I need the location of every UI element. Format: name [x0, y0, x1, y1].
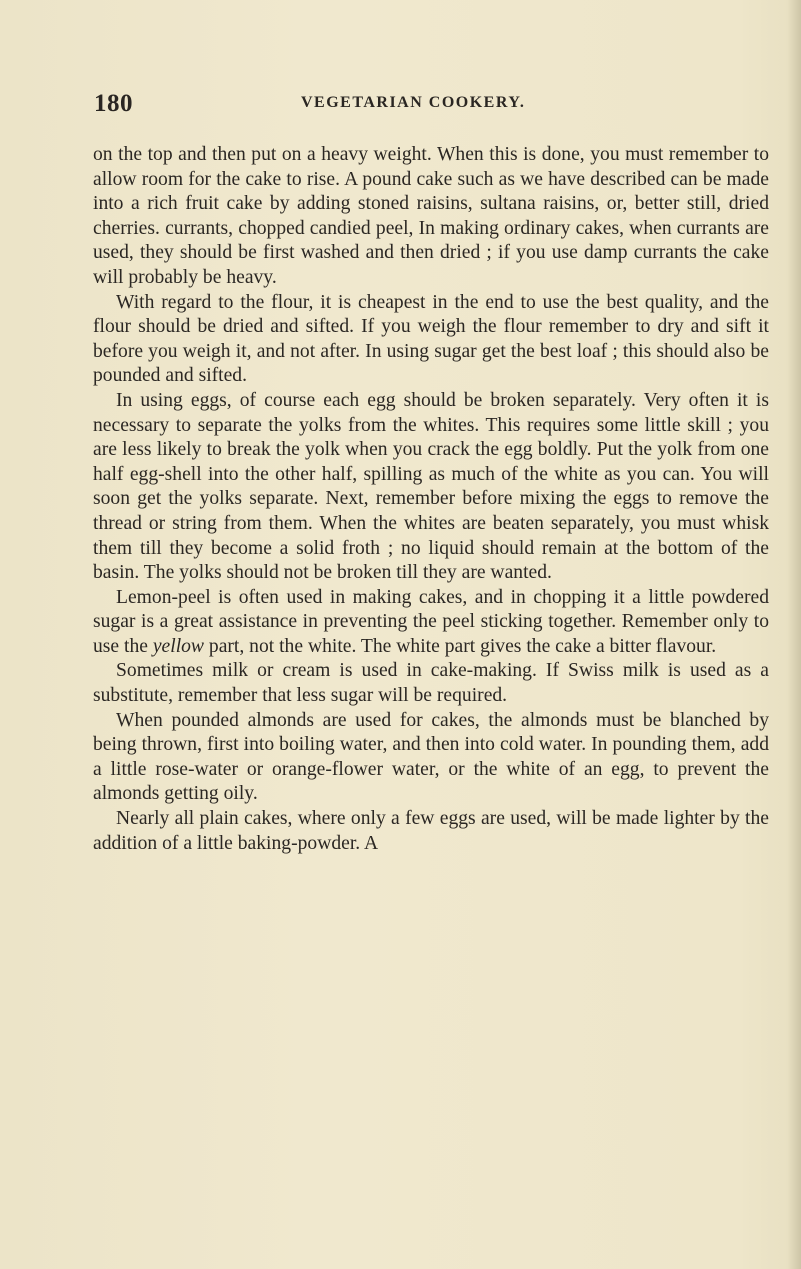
page-edge-shadow [787, 0, 801, 1269]
running-head: VEGETARIAN COOKERY. [301, 94, 526, 111]
page-header [94, 90, 714, 120]
paragraph-5: Sometimes milk or cream is used in cake-making. If Swiss milk is used as a substitute, remember that less sugar will be required. [93, 660, 769, 707]
paragraph-2: With regard to the flour, it is cheapest in the end to use the best quality, and the flour should be dried and sifted. If you weigh the flour remember to dry and sift it before you weigh it, and not after. In using sugar get the best loaf ; this should also be pounded and sifted. [93, 291, 769, 387]
paragraph-7: Nearly all plain cakes, where only a few eggs are used, will be made lighter by the addition of a little baking-powder. A [93, 808, 769, 854]
page-number: 180 [94, 90, 133, 117]
paragraph-6: When pounded almonds are used for cakes, the almonds must be blanched by being thrown, first into boiling water, and then into cold water. In pounding them, add a little rose-water or orange-flower water, or the white of an egg, to prevent the almonds getting oily. [93, 709, 769, 805]
emphasis-yellow: yellow [152, 635, 205, 657]
paragraph-1: on the top and then put on a heavy weight. When this is done, you must remember to allow room for the cake to rise. A pound cake such as we have described can be made into a rich fruit cake by adding stoned raisins, sultana raisins, or, better still, dried cherries. currants, chopped candied peel, In making ordinary cakes, when currants are used, they should be first washed and then dried ; if you use damp currants the cake will probably be heavy. [93, 144, 769, 288]
paragraph-3: In using eggs, of course each egg should be broken separately. Very often it is necessary to separate the yolks from the whites. This requires some little skill ; you are less likely to break the yolk when you crack the egg boldly. Put the yolk from one half egg-shell into the other half, spilling as much of the white as you can. You will soon get the yolks separate. Next, remember before mixing the eggs to remove the thread or string from them. When the whites are beaten separately, you must whisk them till they become a solid froth ; no liquid should remain at the bottom of the basin. The yolks should not be broken till they are wanted. [93, 389, 769, 584]
paragraph-4 [93, 586, 769, 660]
paragraph-4-before: Lemon-peel is often used in making cakes, and in chopping it a little powdered sugar is a great assistance in preventing the peel sticking together. Remember only to use the [93, 586, 769, 657]
paragraph-4-after: part, not the white. The white part gives the cake a bitter flavour. [204, 635, 717, 657]
body-text [93, 143, 769, 856]
